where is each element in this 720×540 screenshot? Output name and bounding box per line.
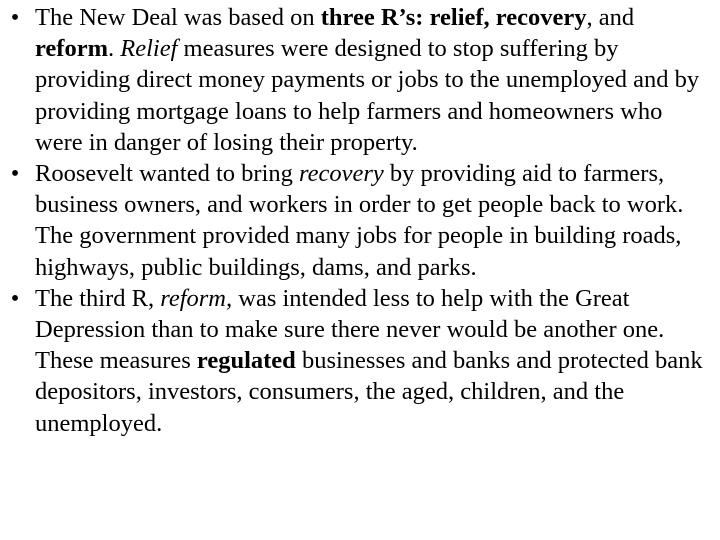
bullet-list [0, 2, 716, 439]
emphasis-italic: Relief [120, 35, 178, 63]
text-segment: businesses and banks and protected bank depositors, investors, consumers, the aged, children, and the unemployed. [35, 347, 703, 437]
bullet-dot-icon: • [10, 284, 20, 312]
bullet-text [35, 160, 683, 281]
text-segment: . [108, 35, 121, 63]
emphasis-italic: recovery [299, 160, 384, 188]
bullet-dot-icon: • [10, 160, 20, 188]
emphasis-italic: reform, [160, 284, 233, 312]
text-segment: was intended less to help with the Great Depression than to make sure there never would be another one. These measures [35, 284, 665, 375]
text-segment: measures were designed to stop suffering by providing direct money payments or jobs to the unemployed and by providing mortgage loans to help farmers and homeowners who were in danger of losing their property. [35, 35, 700, 156]
text-segment: The third R, [35, 284, 161, 312]
bullet-dot-icon: • [10, 4, 20, 31]
text-segment: , and [586, 4, 635, 31]
bullet-item-recovery [0, 158, 716, 283]
bullet-item-relief [0, 2, 716, 158]
bullet-item-reform [0, 283, 716, 439]
emphasis-bold: regulated [196, 347, 296, 375]
text-segment: The New Deal was based on [35, 4, 321, 31]
bullet-text [35, 285, 703, 437]
text-segment: Roosevelt wanted to bring [35, 160, 300, 188]
text-segment: by providing aid to farmers, business owners, and workers in order to get people back to work. The government provided many jobs for people in building roads, highways, public buildings, dams, and parks. [35, 160, 684, 281]
emphasis-bold: three R’s: relief, recovery [320, 4, 587, 31]
bullet-text [35, 4, 699, 156]
emphasis-bold: reform [35, 35, 108, 63]
